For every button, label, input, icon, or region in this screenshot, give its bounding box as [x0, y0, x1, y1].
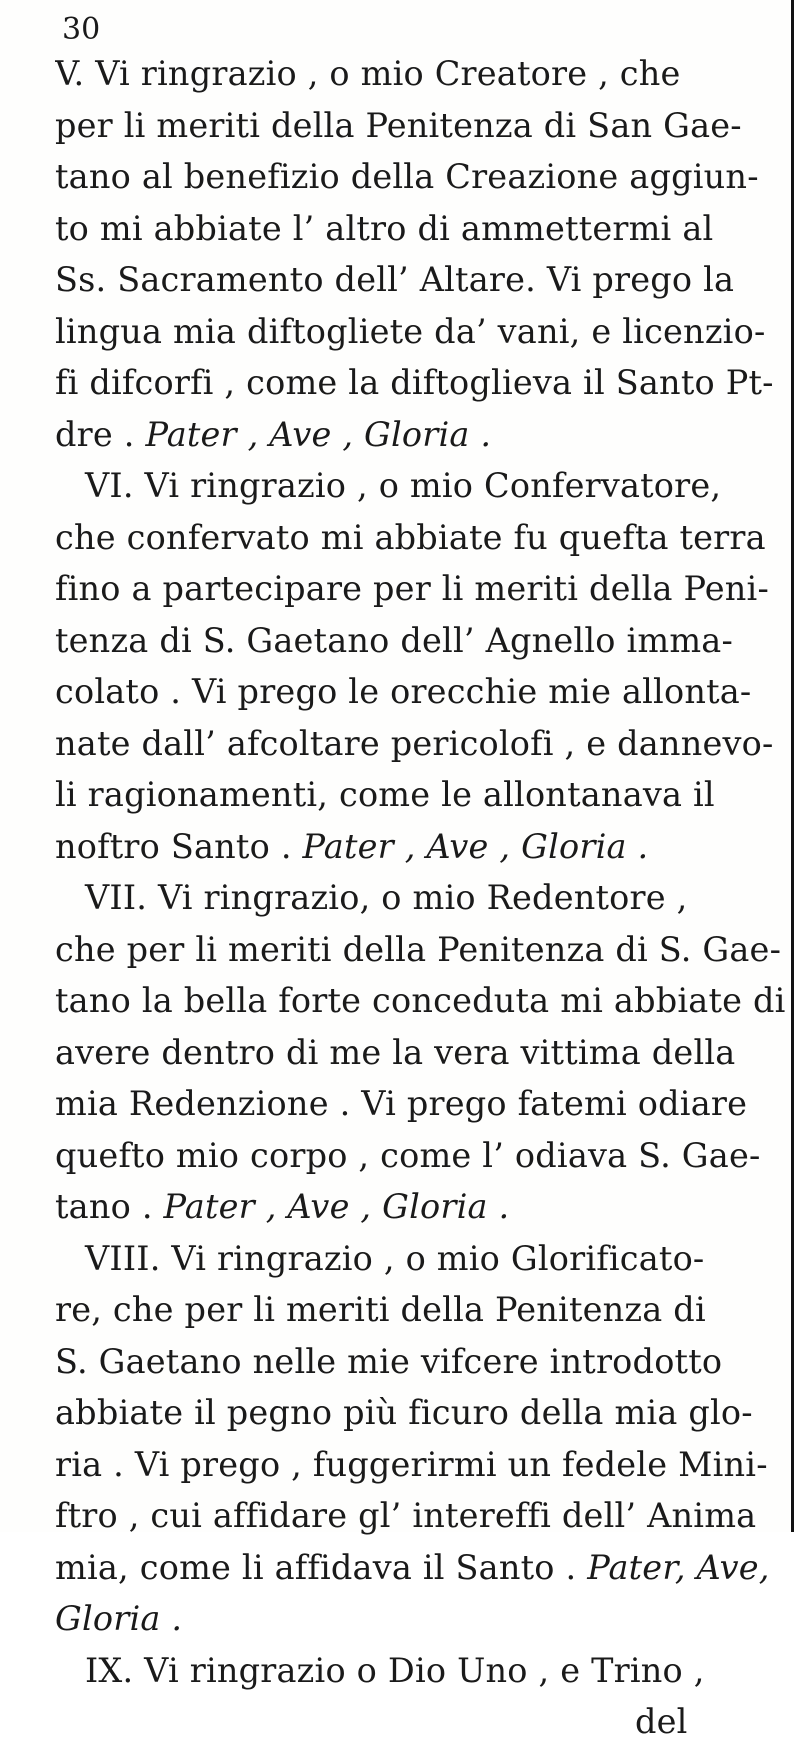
line-text: abbiate il pegno più ficuro della mia glo-: [55, 1393, 753, 1432]
text-line: [55, 409, 790, 461]
text-line: [55, 203, 790, 255]
text-line: [55, 563, 790, 615]
text-line: [55, 1490, 790, 1542]
text-line: [55, 872, 790, 924]
line-text: per li meriti della Penitenza di San Gae-: [55, 105, 742, 145]
text-line: [55, 1233, 790, 1285]
text-line: [55, 615, 790, 667]
line-text: tenza di S. Gaetano dell’ Agnello imma-: [55, 620, 733, 660]
catchword: del: [635, 1702, 688, 1741]
text-line: [55, 1593, 790, 1645]
line-text: tano .: [55, 1187, 153, 1226]
text-line: [55, 357, 790, 409]
prayer-formula: Pater , Ave , Gloria .: [163, 1187, 510, 1226]
prayer-formula: Pater , Ave , Gloria .: [145, 414, 492, 454]
text-line: [55, 1645, 790, 1697]
text-line: [55, 821, 790, 873]
line-text: V. Vi ringrazio , o mio Creatore , che: [55, 54, 681, 93]
line-text: mia Redenzione . Vi prego fatemi odiare: [55, 1084, 748, 1123]
line-text: mia, come li affidava il Santo .: [55, 1547, 577, 1587]
line-text: re, che per li meriti della Penitenza di: [55, 1290, 706, 1329]
prayer-formula: Pater, Ave,: [587, 1547, 770, 1587]
text-line: [55, 512, 790, 564]
text-line: [55, 1336, 790, 1388]
line-text: VII. Vi ringrazio, o mio Redentore ,: [85, 878, 688, 917]
line-text: lingua mia diftogliete da’ vani, e licenzio-: [55, 311, 766, 351]
line-text: fi difcorfi , come la diftoglieva il Santo Pt-: [55, 363, 774, 402]
text-line: [55, 924, 790, 976]
text-line: [55, 1078, 790, 1130]
line-text: li ragionamenti, come le allontanava il: [55, 775, 715, 814]
line-text: VI. Vi ringrazio , o mio Confervatore,: [85, 466, 722, 505]
line-text: avere dentro di me la vera vittima della: [55, 1032, 736, 1072]
text-line: [55, 1439, 790, 1491]
line-text: fino a partecipare per li meriti della Peni-: [55, 569, 769, 608]
text-line: [55, 151, 790, 203]
text-line: [55, 254, 790, 306]
line-text: che confervato mi abbiate fu quefta terra: [55, 517, 766, 557]
line-text: tano al benefizio della Creazione aggiun-: [55, 157, 759, 196]
line-text: IX. Vi ringrazio o Dio Uno , e Trino ,: [85, 1650, 705, 1690]
line-text: dre .: [55, 414, 135, 454]
text-line: [55, 1387, 790, 1439]
text-line: [55, 48, 790, 100]
line-text: S. Gaetano nelle mie vifcere introdotto: [55, 1341, 723, 1381]
line-text: to mi abbiate l’ altro di ammettermi al: [55, 208, 714, 248]
text-line: [55, 975, 790, 1027]
body-text: [55, 48, 790, 1748]
line-text: quefto mio corpo , come l’ odiava S. Gae-: [55, 1135, 761, 1175]
text-line: [55, 306, 790, 358]
text-line: [55, 1027, 790, 1079]
text-line: [55, 1284, 790, 1336]
line-text: che per li meriti della Penitenza di S. Gae-: [55, 929, 782, 969]
line-text: tano la bella forte conceduta mi abbiate di: [55, 981, 786, 1020]
line-text: ria . Vi prego , fuggerirmi un fedele Mini-: [55, 1444, 768, 1484]
line-text: VIII. Vi ringrazio , o mio Glorificato-: [85, 1238, 705, 1278]
line-text: nate dall’ afcoltare pericolofi , e dannevo-: [55, 723, 774, 763]
text-line: [55, 718, 790, 770]
text-line: [55, 100, 790, 152]
page-edge: [791, 0, 794, 1532]
line-text: ftro , cui affidare gl’ intereffi dell’ Anima: [55, 1496, 757, 1535]
prayer-formula: Gloria .: [55, 1599, 183, 1638]
text-line: [55, 769, 790, 821]
text-line: [55, 1542, 790, 1594]
page-number: 30: [62, 12, 101, 47]
prayer-formula: Pater , Ave , Gloria .: [302, 826, 649, 866]
line-text: colato . Vi prego le orecchie mie allonta-: [55, 672, 752, 711]
text-line: [55, 1181, 790, 1233]
text-line: [55, 666, 790, 718]
text-line: [55, 460, 790, 512]
line-text: noftro Santo .: [55, 826, 292, 866]
line-text: Ss. Sacramento dell’ Altare. Vi prego la: [55, 260, 735, 299]
text-line: [55, 1130, 790, 1182]
